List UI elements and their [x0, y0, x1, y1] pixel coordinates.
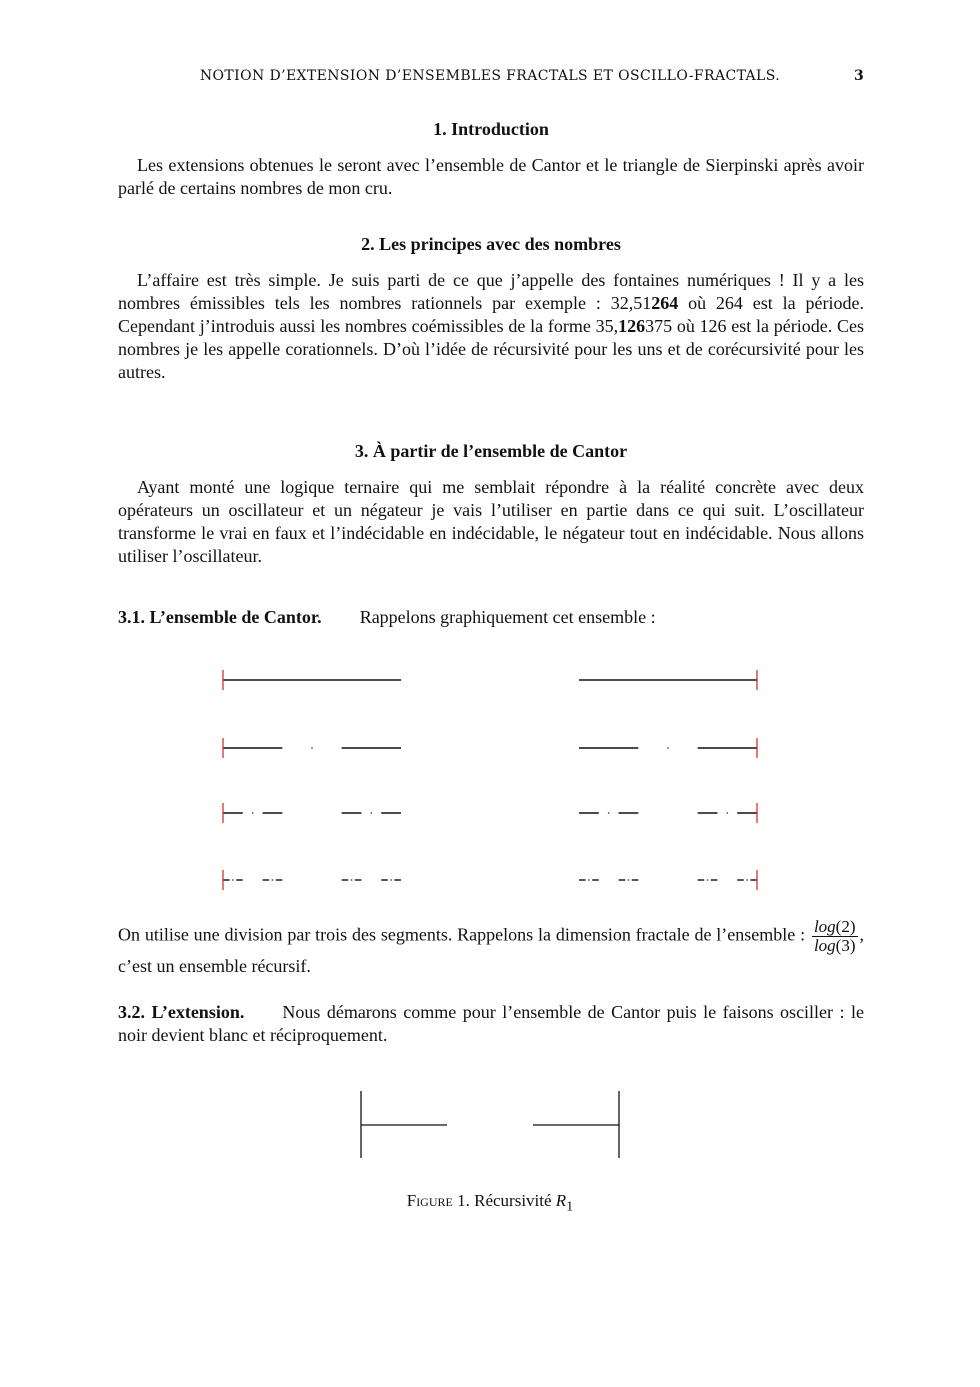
cantor-gap-dot	[311, 747, 313, 749]
section-1-paragraph: Les extensions obtenues le seront avec l’ensemble de Cantor et le triangle de Sierpinski après avoir parlé de certains nombres de mon cru.	[118, 155, 864, 198]
subsection-3-1-text: Rappelons graphiquement cet ensemble :	[359, 607, 656, 627]
cantor-gap-dot	[232, 879, 234, 881]
dimension-text: On utilise une division par trois des segments. Rappelons la dimension fractale de l’ensemble :	[118, 924, 810, 945]
fraction-denominator: log(3)	[813, 936, 856, 955]
cantor-gap-dot	[390, 879, 392, 881]
s2-period-2: 126	[618, 316, 646, 336]
subsection-3-2	[118, 1001, 864, 1047]
subsection-3-2-text: Nous démarons comme pour l’ensemble de Cantor puis le faisons osciller : le noir devient blanc et réciproquement.	[118, 1002, 864, 1045]
cantor-gap-dot	[588, 879, 590, 881]
page-number: 3	[854, 68, 864, 84]
running-title: NOTION D’EXTENSION D’ENSEMBLES FRACTALS ET OSCILLO-FRACTALS.	[199, 68, 781, 84]
section-1-title: 1. Introduction	[433, 119, 549, 139]
cantor-gap-dot	[628, 879, 630, 881]
subsection-3-1-heading: 3.1. L’ensemble de Cantor.	[118, 607, 322, 627]
cantor-gap-dot	[370, 812, 372, 814]
caption-variable: R	[555, 1191, 567, 1210]
s2-period-1: 264	[651, 293, 679, 313]
cantor-gap-dot	[667, 747, 669, 749]
cantor-gap-dot	[746, 879, 748, 881]
s2-text-c: 375 où 126 est la période. Ces nombres je les appelle corationnels. D’où l’idée de récursivité pour les uns et de corécursivité pour les autres.	[118, 316, 864, 382]
cantor-levels	[223, 670, 757, 890]
cantor-gap-dot	[272, 879, 274, 881]
s2-text-a: L’affaire est très simple. Je suis parti de ce que j’appelle des fontaines numériques ! Il y a les nombres émissibles tels les nombres rationnels par exemple : 32,51	[118, 270, 864, 313]
cantor-gap-dot	[252, 812, 254, 814]
cantor-gap-dot	[707, 879, 709, 881]
section-3-title: 3. À partir de l’ensemble de Cantor	[354, 441, 628, 461]
fractal-dimension-fraction	[812, 918, 858, 955]
caption-text: Récursivité	[474, 1191, 556, 1210]
figure-r1	[361, 1091, 619, 1158]
subsection-3-2-heading: 3.2. L’extension.	[118, 1002, 245, 1022]
section-3-paragraph: Ayant monté une logique ternaire qui me semblait répondre à la réalité concrète avec deux opérateurs un oscillateur et un négateur je vais l’utiliser en partie dans ce qui suit. L’oscillateur transforme le vrai en faux et l’indécidable en indécidable, le négateur tout en indécidable. Nous allons utiliser l’oscillateur.	[118, 477, 864, 566]
figure-caption	[0, 1191, 980, 1215]
cantor-gap-dot	[608, 812, 610, 814]
cantor-gap-dot	[726, 812, 728, 814]
s2-text-b: où 264 est la période. Cependant j’introduis aussi les nombres coémissibles de la forme 35,	[118, 293, 864, 336]
subsection-3-1-after	[118, 918, 864, 978]
caption-label: Figure 1.	[406, 1191, 470, 1210]
recursive-text: , c’est un ensemble récursif.	[118, 924, 864, 976]
fraction-numerator: log(2)	[813, 917, 856, 936]
section-2-title: 2. Les principes avec des nombres	[361, 234, 621, 254]
caption-subscript: 1	[566, 1198, 574, 1215]
cantor-gap-dot	[351, 879, 353, 881]
